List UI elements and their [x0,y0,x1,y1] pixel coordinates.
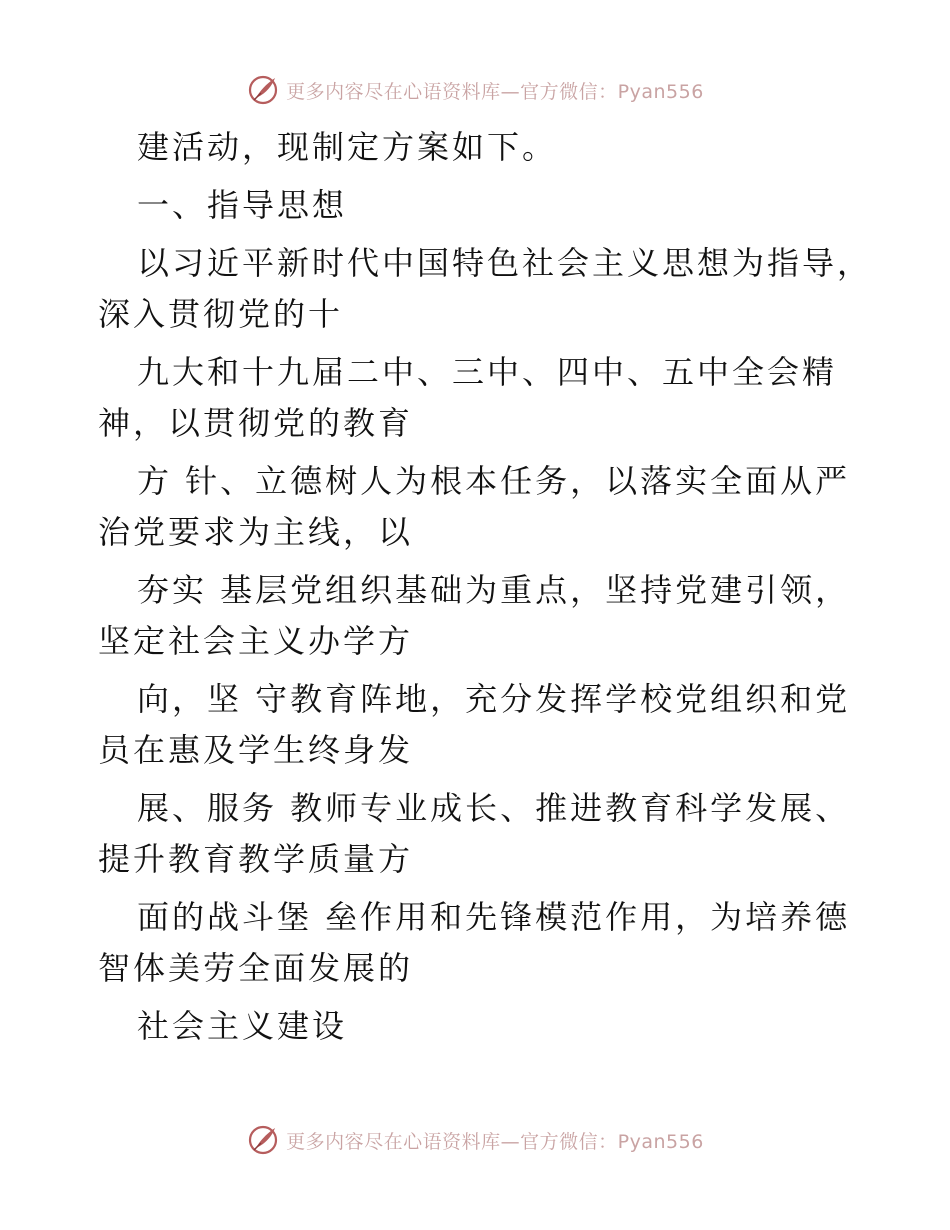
text-line: 以习近平新时代中国特色社会主义思想为指导， [137,244,873,282]
text-line: 智体美劳全面发展的 [98,949,414,987]
footer-watermark [0,1120,950,1160]
text-line: 方 针、立德树人为根本任务，以落实全面从严 [137,462,851,500]
text-line: 神，以贯彻党的教育 [98,404,414,442]
text-line: 坚定社会主义办学方 [98,622,414,660]
text-line: 向，坚 守教育阵地，充分发挥学校党组织和党 [137,680,851,718]
text-line: 深入贯彻党的十 [98,295,344,333]
text-line: 夯实 基层党组织基础为重点，坚持党建引领， [137,571,851,609]
watermark-text: 更多内容尽在心语资料库—官方微信：Pyan556 [286,80,704,103]
text-line: 面的战斗堡 垒作用和先锋模范作用，为培养德 [137,898,851,936]
text-line: 建活动，现制定方案如下。 [137,128,558,166]
text-line: 社会主义建设 [137,1007,348,1045]
text-line: 九大和十九届二中、三中、四中、五中全会精 [137,353,838,391]
text-line: 员在惠及学生终身发 [98,731,414,769]
header-watermark [0,70,950,110]
watermark-text: 更多内容尽在心语资料库—官方微信：Pyan556 [286,1130,704,1153]
text-line: 提升教育教学质量方 [98,840,414,878]
document-body [98,122,873,1052]
section-heading: 一、指导思想 [137,186,348,224]
feather-pen-circle-icon [246,73,280,107]
text-line: 治党要求为主线，以 [98,513,414,551]
feather-pen-circle-icon [246,1123,280,1157]
text-line: 展、服务 教师专业成长、推进教育科学发展、 [137,789,851,827]
